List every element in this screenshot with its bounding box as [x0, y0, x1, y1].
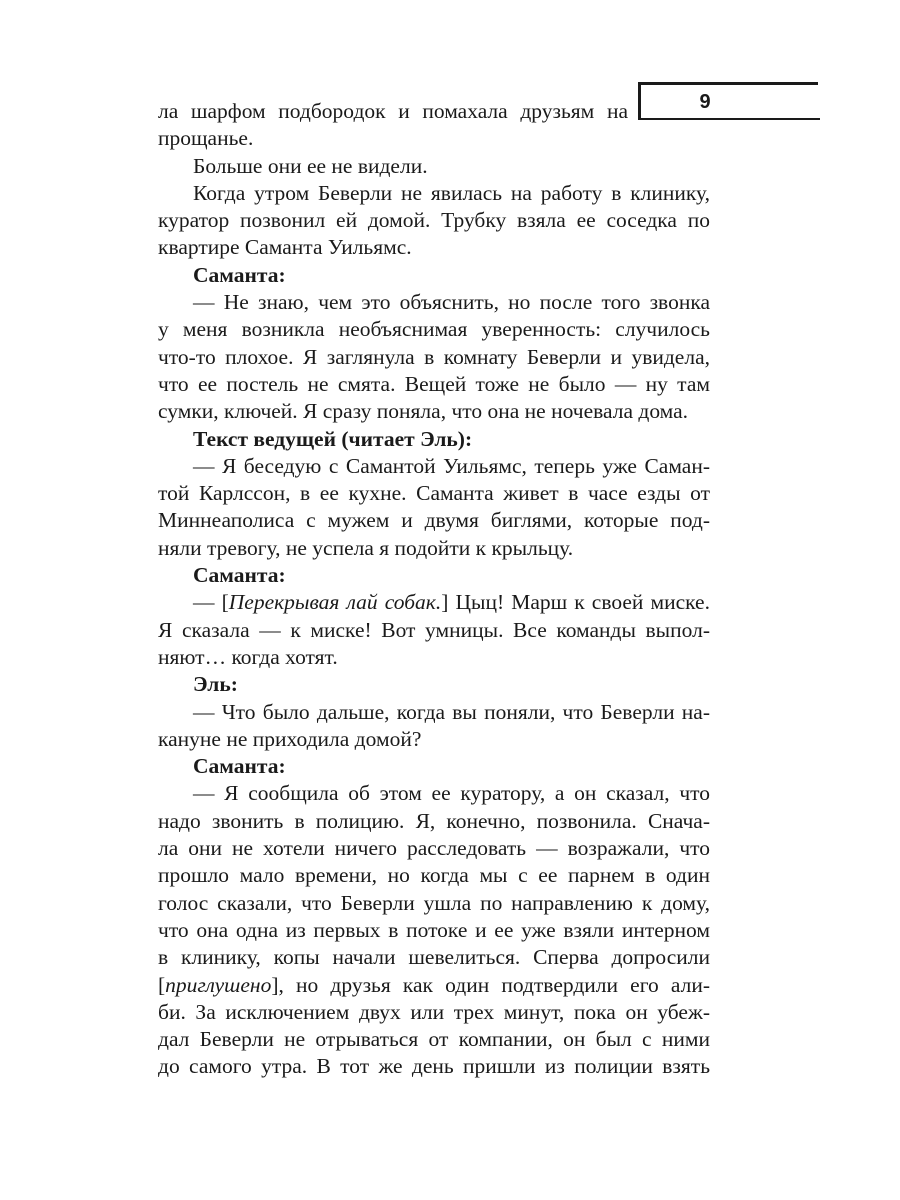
text-line: Больше они ее не видели. — [193, 153, 428, 178]
speaker-label: Саманта: — [193, 262, 286, 287]
text-line: той Карлссон, в ее кухне. Саманта живет в часе езды от — [158, 481, 710, 506]
text-line: сумки, ключей. Я сразу поняла, что она не ночевала дома. — [158, 399, 689, 424]
stage-direction: Перекрывая лай собак. — [228, 590, 442, 615]
text-line — [158, 972, 710, 999]
speaker-label: Текст ведущей (читает Эль): — [193, 426, 473, 451]
text-fragment: [ — [158, 972, 166, 997]
text-line: ла они не хотели ничего расследовать — возражали, что — [158, 836, 710, 861]
stage-direction: приглушено — [165, 972, 272, 997]
body-text — [158, 98, 710, 1081]
text-line: что ее постель не смята. Вещей тоже не было — ну там — [158, 371, 710, 396]
text-line: прощанье. — [158, 126, 254, 151]
text-fragment: ] Цыц! Марш к своей миске. — [441, 590, 710, 615]
text-line: би. За исключением двух или трех минут, пока он убеж- — [158, 999, 710, 1024]
text-line: голос сказали, что Беверли ушла по направлению к дому, — [158, 890, 710, 915]
text-line: надо звонить в полицию. Я, конечно, позвонила. Снача- — [158, 808, 710, 833]
text-line: няют… когда хотят. — [158, 644, 338, 669]
text-line: няли тревогу, не успела я подойти к крыльцу. — [158, 535, 574, 560]
text-line: что-то плохое. Я заглянула в комнату Беверли и увидела, — [158, 344, 710, 369]
text-line: что она одна из первых в потоке и ее уже взяли интерном — [158, 917, 710, 942]
page-number: 9 — [699, 91, 711, 113]
text-line: Когда утром Беверли не явилась на работу в клинику, — [193, 180, 710, 205]
text-line: — Не знаю, чем это объяснить, но после того звонка — [193, 290, 710, 315]
text-line: кануне не приходила домой? — [158, 726, 422, 751]
text-line: Миннеаполиса с мужем и двумя биглями, которые под- — [158, 508, 710, 533]
speaker-label: Саманта: — [193, 754, 286, 779]
text-line: в клинику, копы начали шевелиться. Сперва допросили — [158, 945, 710, 970]
text-line: у меня возникла необъяснимая уверенность: случилось — [158, 317, 710, 342]
speaker-label: Эль: — [193, 672, 238, 697]
text-line: дал Беверли не отрываться от компании, он был с ними — [158, 1027, 710, 1052]
text-line: — Я сообщила об этом ее куратору, а он сказал, что — [193, 781, 710, 806]
text-fragment: — [ — [193, 590, 229, 615]
text-line: до самого утра. В тот же день пришли из полиции взять — [158, 1054, 710, 1079]
text-line: квартире Саманта Уильямс. — [158, 235, 412, 260]
text-line: прошло мало времени, но когда мы с ее парнем в один — [158, 863, 710, 888]
speaker-label: Саманта: — [193, 563, 286, 588]
text-fragment: ], но друзья как один подтвердили его али- — [271, 972, 710, 997]
text-line: ла шарфом подбородок и помахала друзьям на — [158, 99, 628, 123]
text-line — [158, 589, 710, 616]
text-line: Я сказала — к миске! Вот умницы. Все команды выпол- — [158, 617, 710, 642]
text-line: куратор позвонил ей домой. Трубку взяла ее соседка по — [158, 208, 710, 233]
text-line: — Что было дальше, когда вы поняли, что Беверли на- — [193, 699, 710, 724]
text-line: — Я беседую с Самантой Уильямс, теперь уже Саман- — [193, 453, 710, 478]
